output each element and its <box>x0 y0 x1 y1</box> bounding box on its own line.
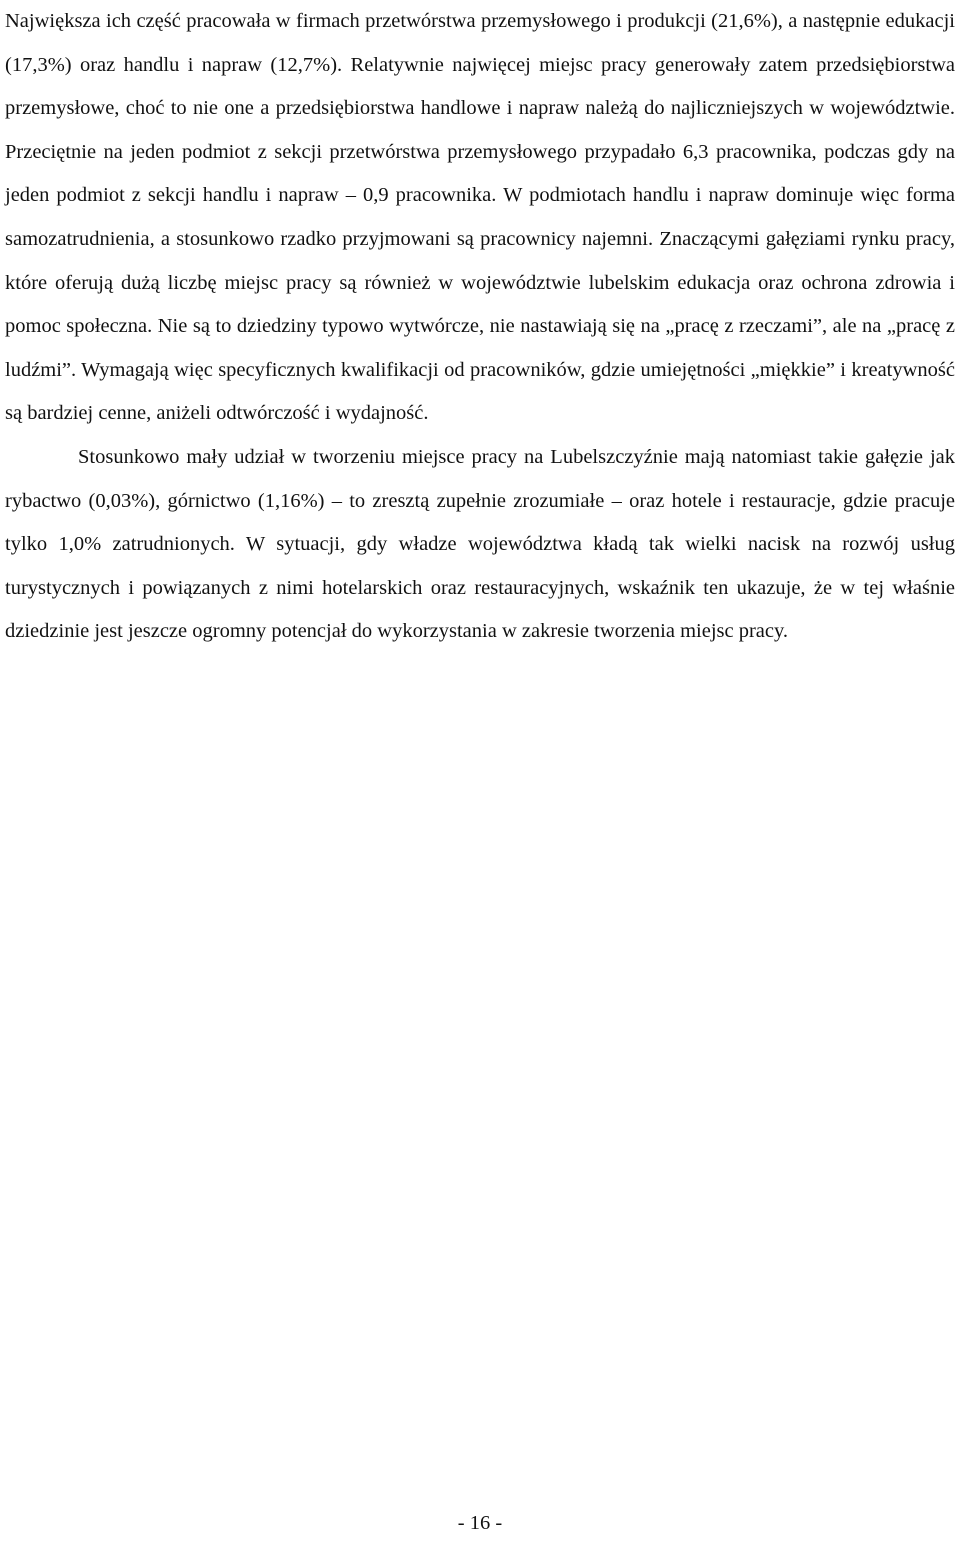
paragraph-small-share-sectors: Stosunkowo mały udział w tworzeniu miejsce pracy na Lubelszczyźnie mają natomiast takie gałęzie jak rybactwo (0,03%), górnictwo (1,16%) – to zresztą zupełnie zrozumiałe – oraz hotele i restauracje, gdzie pracuje tylko 1,0% zatrudnionych. W sytuacji, gdy władze województwa kładą tak wielki nacisk na rozwój usług turystycznych i powiązanych z nimi hotelarskich oraz restauracyjnych, wskaźnik ten ukazuje, że w tej właśnie dziedzinie jest jeszcze ogromny potencjał do wykorzystania w zakresie tworzenia miejsc pracy. <box>5 445 955 643</box>
document-page <box>5 0 955 654</box>
page-number: - 16 - <box>457 1512 503 1534</box>
paragraph-employment-sectors: Największa ich część pracowała w firmach przetwórstwa przemysłowego i produkcji (21,6%), a następnie edukacji (17,3%) oraz handlu i napraw (12,7%). Relatywnie najwięcej miejsc pracy generowały zatem przedsiębiorstwa przemysłowe, choć to nie one a przedsiębiorstwa handlowe i napraw należą do najliczniejszych w województwie. Przeciętnie na jeden podmiot z sekcji przetwórstwa przemysłowego przypadało 6,3 pracownika, podczas gdy na jeden podmiot z sekcji handlu i napraw – 0,9 pracownika. W podmiotach handlu i napraw dominuje więc forma samozatrudnienia, a stosunkowo rzadko przyjmowani są pracownicy najemni. Znaczącymi gałęziami rynku pracy, które oferują dużą liczbę miejsc pracy są również w województwie lubelskim edukacja oraz ochrona zdrowia i pomoc społeczna. Nie są to dziedziny typowo wytwórcze, nie nastawiają się na „pracę z rzeczami”, ale na „pracę z ludźmi”. Wymagają więc specyficznych kwalifikacji od pracowników, gdzie umiejętności „miękkie” i kreatywność są bardziej cenne, aniżeli odtwórczość i wydajność. <box>5 10 955 425</box>
